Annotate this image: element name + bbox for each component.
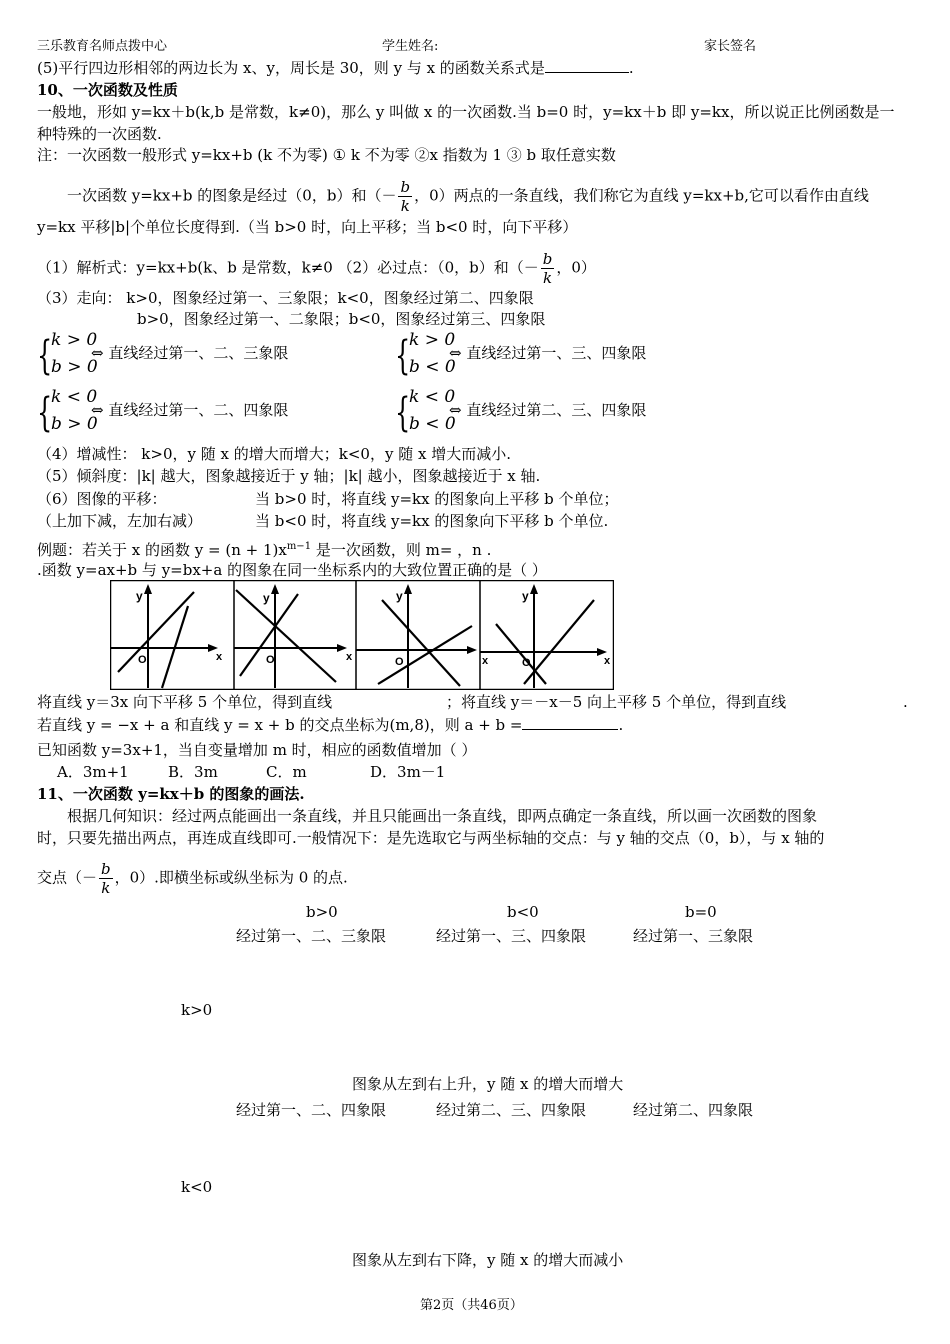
header-org: 三乐教育名师点拨中心 bbox=[37, 39, 168, 54]
y-label: y bbox=[136, 589, 143, 603]
y-arrow bbox=[404, 584, 412, 594]
condition-system-3: { k < 0 b > 0 ⇔ 直线经过第一、二、四象限 bbox=[37, 387, 377, 439]
question-5 bbox=[37, 58, 634, 78]
example-1-text: 例题：若关于 x 的函数 y = (n + 1)x bbox=[37, 541, 287, 559]
condition-system-4: { k < 0 b < 0 ⇔ 直线经过第二、三、四象限 bbox=[395, 387, 735, 439]
choice-b: B．3m bbox=[168, 763, 218, 781]
graph-desc-part-2: ，0）两点的一条直线，我们称它为直线 y=kx+b,它可以看作由直线 bbox=[414, 186, 869, 205]
y-label: y bbox=[263, 591, 270, 605]
brace-symbol: { bbox=[37, 333, 53, 379]
example-1-rest: 是一次函数，则 m= ，n . bbox=[315, 541, 492, 559]
line-2 bbox=[378, 626, 472, 684]
section-10-title: 10、一次函数及性质 bbox=[37, 81, 178, 99]
property-5: （5）倾斜度：|k| 越大，图象越接近于 y 轴；|k| 越小，图象越接近于 x 轴. bbox=[37, 467, 541, 485]
intersection-text: 若直线 y = −x + a 和直线 y = x + b 的交点坐标为(m,8)，则 a + b = bbox=[37, 716, 523, 734]
graph-desc-line-2: y=kx 平移|b|个单位长度得到.（当 b>0 时，向上平移；当 b<0 时，向下平移） bbox=[37, 218, 578, 236]
case-b-positive: b>0 bbox=[306, 903, 338, 921]
graph-c bbox=[356, 584, 477, 688]
k-pos-b-pos: 经过第一、二、三象限 bbox=[236, 927, 387, 945]
graph-a bbox=[110, 584, 223, 688]
case-k-negative: k<0 bbox=[181, 1178, 213, 1196]
brace-symbol: { bbox=[37, 390, 53, 436]
x-arrow bbox=[467, 646, 477, 654]
shift-question-1: 将直线 y＝3x 向下平移 5 个单位，得到直线 bbox=[37, 693, 333, 711]
property-1-text: （1）解析式：y=kx+b(k、b 是常数，k≠0 （2）必过点：（0，b）和（－ bbox=[37, 258, 539, 277]
property-6-down: 当 b<0 时，将直线 y=kx 的图象向下平移 b 个单位. bbox=[255, 512, 609, 530]
line-1 bbox=[118, 592, 194, 672]
known-function-question: 已知函数 y=3x+1，当自变量增加 m 时，相应的函数值增加（ ） bbox=[37, 741, 477, 759]
y-arrow bbox=[530, 584, 538, 594]
property-3-line-2: b>0，图象经过第一、二象限；b<0，图象经过第三、四象限 bbox=[137, 310, 546, 328]
drawing-desc-line-3 bbox=[37, 860, 348, 897]
x-label: x bbox=[346, 651, 353, 663]
drawing-desc-line-1: 根据几何知识：经过两点能画出一条直线，并且只能画出一条直线，即两点确定一条直线，所以画一次函数的图象 bbox=[67, 807, 818, 825]
origin-label: O bbox=[522, 657, 531, 669]
shift-question-end: . bbox=[903, 693, 908, 711]
line-1 bbox=[496, 624, 546, 684]
definition-line-2: 种特殊的一次函数. bbox=[37, 125, 162, 143]
example-2: .函数 y=ax+b 与 y=bx+a 的图象在同一坐标系内的大致位置正确的是（ ） bbox=[37, 561, 547, 579]
graph-d bbox=[480, 584, 611, 688]
y-arrow bbox=[271, 584, 279, 594]
k-neg-b-zero: 经过第二、四象限 bbox=[633, 1101, 754, 1119]
fraction-b-over-k: $\frac{b}{k}$ bbox=[400, 178, 411, 215]
drawing-desc-line-2: 时，只要先描出两点，再连成直线即可.一般情况下：是先选取它与两坐标轴的交点：与 y 轴的交点（0，b），与 x 轴的 bbox=[37, 829, 825, 847]
k-positive-summary: 图象从左到右上升，y 随 x 的增大而增大 bbox=[352, 1075, 624, 1093]
choice-c: C．m bbox=[266, 763, 307, 781]
question-5-end: . bbox=[628, 59, 634, 77]
example-1 bbox=[37, 537, 491, 560]
line-2 bbox=[236, 590, 336, 682]
x-label: x bbox=[216, 651, 223, 663]
property-3-line-1: （3）走向： k>0，图象经过第一、三象限；k<0，图象经过第二、四象限 bbox=[37, 289, 534, 307]
property-6-up: 当 b>0 时，将直线 y=kx 的图象向上平移 b 个单位； bbox=[255, 490, 619, 508]
intersection-question bbox=[37, 715, 623, 735]
property-2-end: ，0） bbox=[556, 258, 596, 277]
option-graphs bbox=[110, 580, 614, 690]
y-label: y bbox=[522, 589, 529, 603]
property-1-2 bbox=[37, 250, 596, 287]
y-label: y bbox=[396, 589, 403, 603]
question-5-text: (5)平行四边形相邻的两边长为 x、y，周长是 30，则 y 与 x 的函数关系式是 bbox=[37, 59, 545, 77]
header-student-name: 学生姓名: bbox=[382, 39, 439, 54]
origin-label: O bbox=[138, 654, 147, 666]
shift-question-2: ；将直线 y＝－x－5 向上平移 5 个单位，得到直线 bbox=[446, 693, 787, 711]
x-label: x bbox=[482, 655, 489, 667]
k-neg-b-pos: 经过第一、二、四象限 bbox=[236, 1101, 387, 1119]
property-6-hint: （上加下减，左加右减） bbox=[37, 512, 203, 530]
case-b-zero: b=0 bbox=[685, 903, 717, 921]
graph-b bbox=[234, 584, 353, 688]
origin-label: O bbox=[395, 656, 404, 668]
k-neg-b-neg: 经过第二、三、四象限 bbox=[436, 1101, 587, 1119]
brace-symbol: { bbox=[395, 333, 411, 379]
k-pos-b-zero: 经过第一、三象限 bbox=[633, 927, 754, 945]
fraction-b-over-k: $\frac{b}{k}$ bbox=[101, 860, 111, 897]
exponent: m−1 bbox=[286, 541, 312, 552]
note-line: 注：一次函数一般形式 y=kx+b (k 不为零) ① k 不为零 ②x 指数为 1 ③ b 取任意实数 bbox=[37, 146, 616, 164]
intersection-end: . bbox=[618, 716, 624, 734]
section-11-title: 11、一次函数 y=kx＋b 的图象的画法. bbox=[37, 785, 305, 803]
choice-d: D．3m－1 bbox=[370, 763, 446, 781]
header-parent-sign: 家长签名 bbox=[704, 39, 757, 54]
drawing-desc-part-1: 交点（－ bbox=[37, 868, 98, 887]
answer-blank bbox=[522, 729, 618, 730]
k-negative-summary: 图象从左到右下降，y 随 x 的增大而减小 bbox=[352, 1251, 624, 1269]
condition-system-1: { k > 0 b > 0 ⇔ 直线经过第一、二、三象限 bbox=[37, 330, 377, 382]
answer-blank bbox=[545, 72, 629, 73]
property-4: （4）增减性： k>0，y 随 x 的增大而增大；k<0，y 随 x 增大而减小. bbox=[37, 445, 511, 463]
x-label: x bbox=[604, 655, 611, 667]
definition-line-1: 一般地，形如 y=kx＋b(k,b 是常数，k≠0)，那么 y 叫做 x 的一次函数.当 b=0 时，y=kx＋b 即 y=kx，所以说正比例函数是一 bbox=[37, 103, 895, 121]
condition-system-2: { k > 0 b < 0 ⇔ 直线经过第一、三、四象限 bbox=[395, 330, 735, 382]
drawing-desc-part-2: ，0）.即横坐标或纵坐标为 0 的点. bbox=[114, 868, 348, 887]
case-b-negative: b<0 bbox=[507, 903, 539, 921]
case-k-positive: k>0 bbox=[181, 1001, 213, 1019]
property-6-label: （6）图像的平移： bbox=[37, 490, 167, 508]
graph-description bbox=[67, 178, 869, 215]
graph-desc-part-1: 一次函数 y=kx+b 的图象是经过（0，b）和（－ bbox=[67, 186, 397, 205]
origin-label: O bbox=[266, 654, 275, 666]
choice-a: A．3m+1 bbox=[57, 763, 129, 781]
brace-symbol: { bbox=[395, 390, 411, 436]
fraction-b-over-k: $\frac{b}{k}$ bbox=[542, 250, 553, 287]
y-arrow bbox=[144, 584, 152, 594]
page-footer: 第2页（共46页） bbox=[420, 1298, 523, 1313]
k-pos-b-neg: 经过第一、三、四象限 bbox=[436, 927, 587, 945]
